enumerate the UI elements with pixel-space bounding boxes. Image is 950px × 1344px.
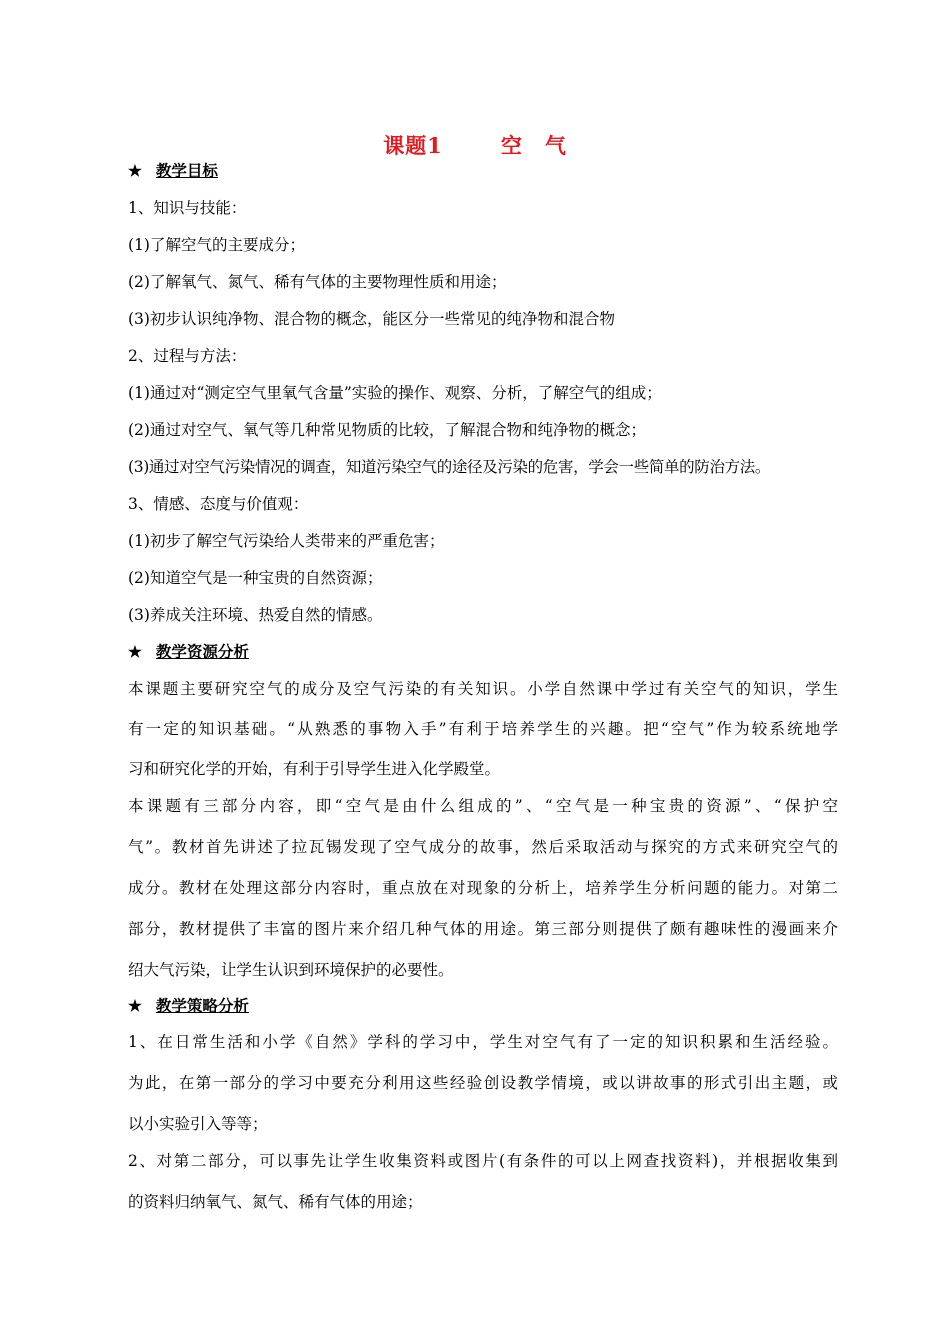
star-icon: ★	[128, 161, 142, 180]
section-heading-strategy	[128, 996, 838, 1016]
strategy-line: 以小实验引入等等；	[128, 1115, 268, 1133]
star-icon: ★	[128, 642, 142, 661]
section-heading-goals	[128, 161, 838, 181]
goals-line: (3)通过对空气污染情况的调查，知道污染空气的途径及污染的危害，学会一些简单的防治方法。	[128, 458, 771, 476]
title-char-2: 气	[544, 133, 567, 158]
resources-line: 习和研究化学的开始，有利于引导学生进入化学殿堂。	[128, 760, 501, 778]
title-char-1: 空	[500, 133, 523, 158]
goals-line: (1)了解空气的主要成分；	[128, 236, 305, 254]
resources-line: 气”。教材首先讲述了拉瓦锡发现了空气成分的故事，然后采取活动与探究的方式来研究空气的	[128, 838, 838, 856]
strategy-line: 的资料归纳氧气、氮气、稀有气体的用途；	[128, 1193, 423, 1211]
goals-line: (3)初步认识纯净物、混合物的概念，能区分一些常见的纯净物和混合物	[128, 310, 615, 328]
section-heading-text: 教学资源分析	[155, 642, 249, 661]
goals-line: 3、情感、态度与价值观：	[128, 495, 309, 513]
resources-line: 有一定的知识基础。“从熟悉的事物入手”有利于培养学生的兴趣。把“空气”作为较系统地学	[128, 720, 838, 738]
title-prefix: 课题1	[383, 133, 443, 158]
goals-line: 2、过程与方法：	[128, 347, 247, 365]
strategy-line: 为此，在第一部分的学习中要充分利用这些经验创设教学情境，或以讲故事的形式引出主题，或	[128, 1074, 838, 1092]
goals-line: (1)通过对“测定空气里氧气含量”实验的操作、观察、分析，了解空气的组成；	[128, 384, 662, 402]
strategy-line: 1、在日常生活和小学《自然》学科的学习中，学生对空气有了一定的知识积累和生活经验。	[128, 1033, 838, 1051]
section-heading-resources	[128, 642, 838, 662]
resources-line: 本课题主要研究空气的成分及空气污染的有关知识。小学自然课中学过有关空气的知识，学生	[128, 680, 838, 698]
resources-line: 绍大气污染，让学生认识到环境保护的必要性。	[128, 961, 454, 979]
resources-line: 本课题有三部分内容，即“空气是由什么组成的”、“空气是一种宝贵的资源”、“保护空	[128, 797, 838, 815]
resources-line: 成分。教材在处理这部分内容时，重点放在对现象的分析上，培养学生分析问题的能力。对第二	[128, 879, 838, 897]
goals-line: (2)知道空气是一种宝贵的自然资源；	[128, 569, 383, 587]
goals-line: (2)了解氧气、氮气、稀有气体的主要物理性质和用途；	[128, 273, 507, 291]
star-icon: ★	[128, 996, 142, 1015]
section-heading-text: 教学策略分析	[155, 996, 249, 1015]
goals-line: (2)通过对空气、氧气等几种常见物质的比较，了解混合物和纯净物的概念；	[128, 421, 646, 439]
goals-line: (1)初步了解空气污染给人类带来的严重危害；	[128, 532, 445, 550]
section-heading-text: 教学目标	[155, 161, 218, 180]
resources-line: 部分，教材提供了丰富的图片来介绍几种气体的用途。第三部分则提供了颇有趣味性的漫画来介	[128, 920, 838, 938]
goals-line: 1、知识与技能：	[128, 199, 247, 217]
goals-line: (3)养成关注环境、热爱自然的情感。	[128, 606, 383, 624]
page-title	[0, 130, 950, 160]
strategy-line: 2、对第二部分，可以事先让学生收集资料或图片(有条件的可以上网查找资料)，并根据收集到	[128, 1152, 838, 1170]
